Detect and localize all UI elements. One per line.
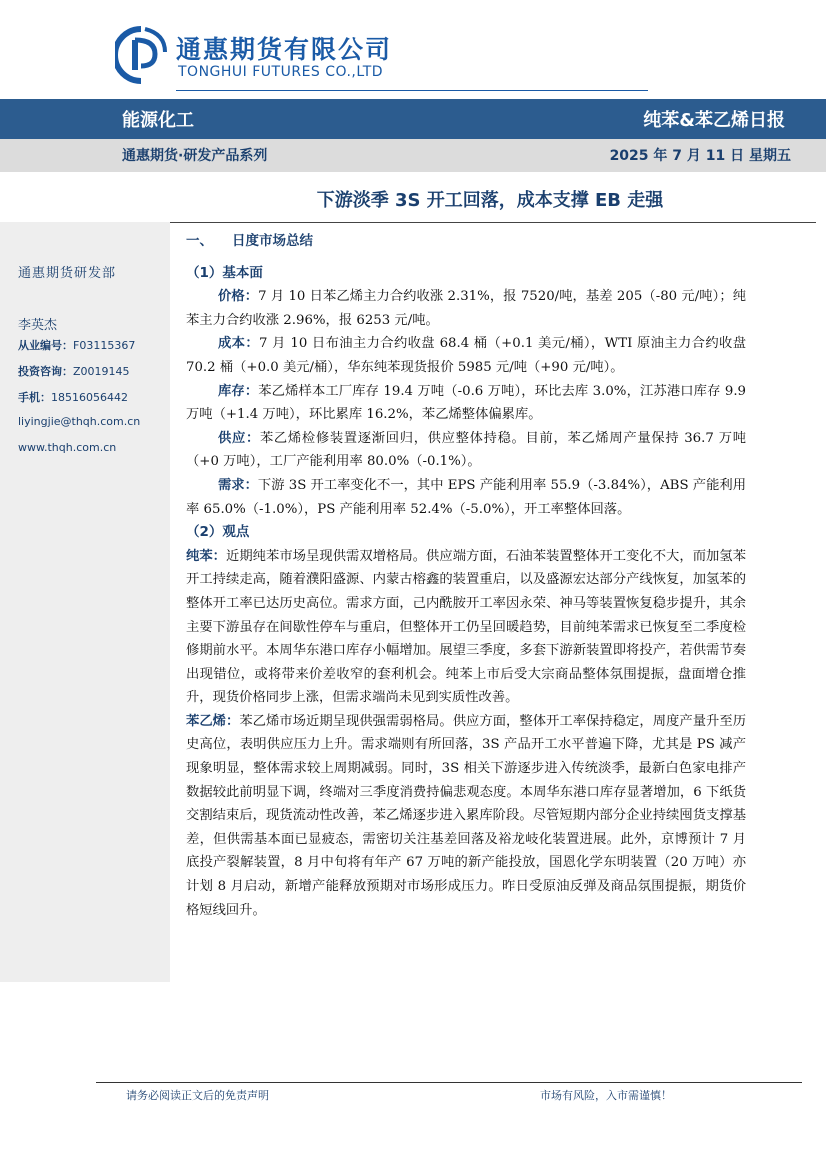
company-name-cn: 通惠期货有限公司 — [176, 35, 393, 64]
sidebar — [0, 222, 170, 982]
disclaimer-note: 请务必阅读正文后的免责声明 — [126, 1089, 269, 1102]
paragraph-demand: 需求：下游 3S 开工率变化不一，其中 EPS 产能利用率 55.9（-3.84%），ABS 产能利用率 65.0%（-1.0%），PS 产能利用率 52.4%（-5.0%），开工率整体回落。 — [186, 477, 746, 517]
subsection-views: （2）观点 — [186, 524, 250, 541]
company-name-en: TONGHUI FUTURES CO.,LTD — [178, 64, 384, 80]
section-heading: 一、 日度市场总结 — [186, 233, 313, 249]
phone-number: 手机：18516056442 — [18, 391, 128, 404]
subsection-fundamentals: （1）基本面 — [186, 264, 263, 281]
paragraph-supply: 供应：苯乙烯检修装置逐渐回归，供应整体持稳。目前，苯乙烯周产量保持 36.7 万吨（+0 万吨），工厂产能利用率 80.0%（-0.1%）。 — [186, 430, 746, 470]
report-date: 2025 年 7 月 11 日 星期五 — [609, 148, 791, 164]
paragraph-inventory: 库存：苯乙烯样本工厂库存 19.4 万吨（-0.6 万吨），环比去库 3.0%，江苏港口库存 9.9 万吨（+1.4 万吨），环比累库 16.2%，苯乙烯整体偏累库。 — [186, 383, 747, 423]
header-divider — [176, 90, 648, 91]
page-title: 下游淡季 3S 开工回落，成本支撑 EB 走强 — [316, 190, 664, 211]
report-name: 纯苯&苯乙烯日报 — [643, 110, 785, 131]
risk-warning: 市场有风险，入市需谨慎！ — [540, 1089, 672, 1102]
paragraph-cost: 成本：7 月 10 日布油主力合约收盘 68.4 桶（+0.1 美元/桶），WTI 原油主力合约收盘 70.2 桶（+0.0 美元/桶），华东纯苯现货报价 5985 元/吨（+90 元/吨）。 — [186, 336, 747, 375]
sector-label: 能源化工 — [122, 110, 194, 131]
company-logo-icon — [115, 26, 167, 84]
analyst-name: 李英杰 — [18, 318, 58, 333]
main-content — [186, 230, 746, 922]
email-link[interactable]: liyingjie@thqh.com.cn — [18, 415, 141, 428]
series-label: 通惠期货·研发产品系列 — [122, 148, 268, 164]
paragraph-styrene: 苯乙烯：苯乙烯市场近期呈现供强需弱格局。供应方面，整体开工率保持稳定，周度产量升至历史高位，表明供应压力上升。需求端则有所回落，3S 产品开工水平普遍下降，尤其是 PS 减产现象明显，整体需求较上周期减弱。同时，3S 相关下游逐步进入传统淡季，最新白色家电排产数据较此前明显下调，终端对三季度消费持偏悲观态度。本周华东港口库存显著增加，6 下纸货交割结束后，现货流动性改善，苯乙烯逐步进入累库阶段。尽管短期内部分企业持续囤货支撑基差，但供需基本面已显疲态，需密切关注基差回落及裕龙岐化装置进展。此外，京博预计 7 月底投产裂解装置，8 月中旬将有年产 67 万吨的新产能投放，国恩化学东明装置（20 万吨）亦计划 8 月启动，新增产能释放预期对市场形成压力。昨日受原油反弹及商品氛围提振，期货价格短线回升。 — [186, 713, 747, 918]
website-link[interactable]: www.thqh.com.cn — [18, 441, 117, 454]
research-dept: 通惠期货研发部 — [18, 266, 117, 281]
paragraph-price: 价格：7 月 10 日苯乙烯主力合约收涨 2.31%，报 7520/吨，基差 205（-80 元/吨）；纯苯主力合约收涨 2.96%，报 6253 元/吨。 — [186, 289, 747, 328]
consult-number: 投资咨询：Z0019145 — [18, 365, 130, 378]
paragraph-benzene: 纯苯：近期纯苯市场呈现供需双增格局。供应端方面，石油苯装置整体开工变化不大，而加氢苯开工持续走高，随着濮阳盛源、内蒙古榕鑫的装置重启，以及盛源宏达部分产线恢复，加氢苯的整体开工率已达历史高位。需求方面，己内酰胺开工率因永荣、神马等装置恢复稳步提升，其余主要下游虽存在间歇性停车与重启，但整体开工仍呈回暖趋势，目前纯苯需求已恢复至二季度检修期前水平。本周华东港口库存小幅增加。展望三季度，多套下游新装置即将投产，若供需节奏出现错位，或将带来价差收窄的套利机会。纯苯上市后受大宗商品整体氛围提振，盘面增仓推升，现货价格同步上涨，但需求端尚未见到实质性改善。 — [186, 548, 747, 706]
footer-divider — [96, 1082, 802, 1083]
license-number: 从业编号：F03115367 — [18, 339, 136, 352]
